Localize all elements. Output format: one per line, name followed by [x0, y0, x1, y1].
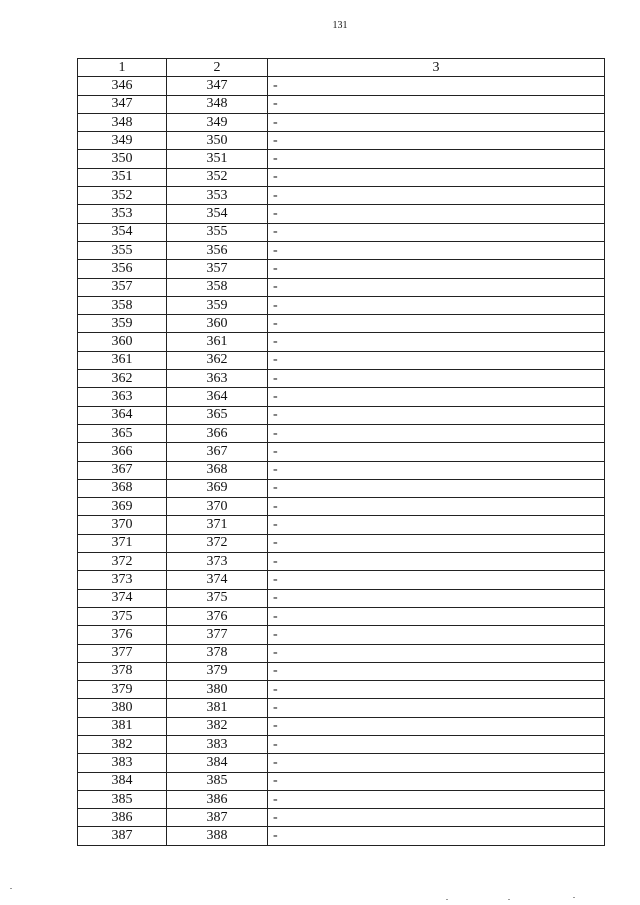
cell-col-1: 386: [78, 809, 167, 827]
table-row: [78, 644, 605, 662]
table-row: [78, 516, 605, 534]
cell-col-2: 372: [167, 534, 268, 552]
cell-col-1: 385: [78, 790, 167, 808]
cell-col-1: 360: [78, 333, 167, 351]
cell-col-3: -: [268, 315, 605, 333]
table-row: [78, 113, 605, 131]
table-row: [78, 351, 605, 369]
cell-col-3: -: [268, 187, 605, 205]
cell-col-1: 370: [78, 516, 167, 534]
cell-col-2: 353: [167, 187, 268, 205]
table-row: [78, 443, 605, 461]
cell-col-3: -: [268, 809, 605, 827]
cell-col-2: 380: [167, 681, 268, 699]
cell-col-3: -: [268, 424, 605, 442]
cell-col-1: 348: [78, 113, 167, 131]
table-row: [78, 790, 605, 808]
cell-col-2: 379: [167, 662, 268, 680]
table-row: [78, 662, 605, 680]
cell-col-1: 368: [78, 479, 167, 497]
cell-col-3: -: [268, 479, 605, 497]
cell-col-3: -: [268, 113, 605, 131]
table-row: [78, 132, 605, 150]
cell-col-2: 351: [167, 150, 268, 168]
column-header-3: 3: [268, 59, 605, 77]
cell-col-1: 372: [78, 553, 167, 571]
cell-col-1: 356: [78, 260, 167, 278]
cell-col-2: 368: [167, 461, 268, 479]
table-row: [78, 498, 605, 516]
cell-col-1: 359: [78, 315, 167, 333]
table-row: [78, 296, 605, 314]
cell-col-3: -: [268, 205, 605, 223]
cell-col-3: -: [268, 717, 605, 735]
cell-col-3: -: [268, 699, 605, 717]
table-row: [78, 424, 605, 442]
column-header-2: 2: [167, 59, 268, 77]
cell-col-1: 358: [78, 296, 167, 314]
table-row: [78, 150, 605, 168]
cell-col-1: 365: [78, 424, 167, 442]
table-row: [78, 735, 605, 753]
cell-col-1: 382: [78, 735, 167, 753]
cell-col-3: -: [268, 370, 605, 388]
cell-col-3: -: [268, 498, 605, 516]
table-body: [78, 77, 605, 845]
cell-col-2: 385: [167, 772, 268, 790]
cell-col-2: 386: [167, 790, 268, 808]
cell-col-3: -: [268, 388, 605, 406]
cell-col-3: -: [268, 260, 605, 278]
cell-col-1: 349: [78, 132, 167, 150]
table-row: [78, 534, 605, 552]
cell-col-1: 346: [78, 77, 167, 95]
table-row: [78, 187, 605, 205]
table-row: [78, 681, 605, 699]
cell-col-3: -: [268, 516, 605, 534]
cell-col-2: 357: [167, 260, 268, 278]
table-row: [78, 278, 605, 296]
page-number: 131: [332, 20, 348, 31]
cell-col-2: 363: [167, 370, 268, 388]
cell-col-2: 369: [167, 479, 268, 497]
cell-col-3: -: [268, 406, 605, 424]
cell-col-1: 380: [78, 699, 167, 717]
table-row: [78, 589, 605, 607]
cell-col-3: -: [268, 296, 605, 314]
table-row: [78, 205, 605, 223]
cell-col-2: 383: [167, 735, 268, 753]
cell-col-3: -: [268, 553, 605, 571]
cell-col-3: -: [268, 443, 605, 461]
cell-col-3: -: [268, 827, 605, 845]
table-row: [78, 607, 605, 625]
cell-col-3: -: [268, 351, 605, 369]
cell-col-2: 375: [167, 589, 268, 607]
cell-col-3: -: [268, 607, 605, 625]
cell-col-2: 382: [167, 717, 268, 735]
cell-col-3: -: [268, 168, 605, 186]
cell-col-2: 370: [167, 498, 268, 516]
cell-col-3: -: [268, 754, 605, 772]
cell-col-1: 357: [78, 278, 167, 296]
cell-col-1: 347: [78, 95, 167, 113]
cell-col-3: -: [268, 278, 605, 296]
table-row: [78, 241, 605, 259]
cell-col-2: 381: [167, 699, 268, 717]
cell-col-3: -: [268, 95, 605, 113]
cell-col-3: -: [268, 735, 605, 753]
cell-col-1: 375: [78, 607, 167, 625]
table-row: [78, 260, 605, 278]
column-header-1: 1: [78, 59, 167, 77]
cell-col-1: 381: [78, 717, 167, 735]
cell-col-1: 355: [78, 241, 167, 259]
table-row: [78, 553, 605, 571]
data-table: [77, 58, 605, 846]
table-row: [78, 461, 605, 479]
cell-col-1: 352: [78, 187, 167, 205]
cell-col-2: 387: [167, 809, 268, 827]
table-row: [78, 626, 605, 644]
table-row: [78, 388, 605, 406]
cell-col-1: 376: [78, 626, 167, 644]
table-row: [78, 315, 605, 333]
cell-col-1: 383: [78, 754, 167, 772]
cell-col-3: -: [268, 150, 605, 168]
table-header: [78, 59, 605, 77]
cell-col-3: -: [268, 772, 605, 790]
cell-col-3: -: [268, 132, 605, 150]
table-row: [78, 223, 605, 241]
cell-col-2: 362: [167, 351, 268, 369]
cell-col-1: 351: [78, 168, 167, 186]
cell-col-3: -: [268, 790, 605, 808]
table-row: [78, 699, 605, 717]
cell-col-3: -: [268, 681, 605, 699]
cell-col-2: 354: [167, 205, 268, 223]
cell-col-2: 348: [167, 95, 268, 113]
cell-col-1: 353: [78, 205, 167, 223]
table-row: [78, 168, 605, 186]
table-row: [78, 95, 605, 113]
cell-col-3: -: [268, 589, 605, 607]
cell-col-3: -: [268, 333, 605, 351]
cell-col-2: 364: [167, 388, 268, 406]
cell-col-1: 377: [78, 644, 167, 662]
cell-col-2: 358: [167, 278, 268, 296]
cell-col-1: 378: [78, 662, 167, 680]
cell-col-2: 367: [167, 443, 268, 461]
table-row: [78, 479, 605, 497]
cell-col-2: 376: [167, 607, 268, 625]
cell-col-3: -: [268, 223, 605, 241]
cell-col-1: 384: [78, 772, 167, 790]
table-row: [78, 754, 605, 772]
cell-col-1: 364: [78, 406, 167, 424]
cell-col-1: 369: [78, 498, 167, 516]
cell-col-1: 361: [78, 351, 167, 369]
cell-col-2: 384: [167, 754, 268, 772]
cell-col-3: -: [268, 644, 605, 662]
scan-speck: [446, 899, 448, 900]
cell-col-2: 371: [167, 516, 268, 534]
cell-col-2: 352: [167, 168, 268, 186]
cell-col-2: 377: [167, 626, 268, 644]
cell-col-3: -: [268, 571, 605, 589]
cell-col-1: 379: [78, 681, 167, 699]
cell-col-1: 373: [78, 571, 167, 589]
cell-col-1: 350: [78, 150, 167, 168]
cell-col-2: 349: [167, 113, 268, 131]
table-row: [78, 772, 605, 790]
cell-col-2: 365: [167, 406, 268, 424]
scan-speck: [573, 897, 575, 898]
scan-speck: [10, 888, 12, 889]
cell-col-1: 387: [78, 827, 167, 845]
cell-col-2: 359: [167, 296, 268, 314]
cell-col-1: 371: [78, 534, 167, 552]
cell-col-1: 367: [78, 461, 167, 479]
cell-col-1: 362: [78, 370, 167, 388]
cell-col-2: 374: [167, 571, 268, 589]
table-row: [78, 333, 605, 351]
cell-col-3: -: [268, 534, 605, 552]
table-row: [78, 717, 605, 735]
cell-col-3: -: [268, 662, 605, 680]
table-row: [78, 77, 605, 95]
cell-col-2: 361: [167, 333, 268, 351]
cell-col-2: 347: [167, 77, 268, 95]
cell-col-1: 363: [78, 388, 167, 406]
cell-col-2: 350: [167, 132, 268, 150]
scan-speck: [508, 899, 510, 900]
cell-col-2: 378: [167, 644, 268, 662]
cell-col-2: 388: [167, 827, 268, 845]
header-row: [78, 59, 605, 77]
cell-col-1: 366: [78, 443, 167, 461]
cell-col-3: -: [268, 626, 605, 644]
cell-col-2: 355: [167, 223, 268, 241]
table-row: [78, 827, 605, 845]
table-row: [78, 571, 605, 589]
table-row: [78, 406, 605, 424]
cell-col-2: 366: [167, 424, 268, 442]
cell-col-3: -: [268, 461, 605, 479]
cell-col-1: 374: [78, 589, 167, 607]
cell-col-2: 360: [167, 315, 268, 333]
cell-col-2: 356: [167, 241, 268, 259]
cell-col-1: 354: [78, 223, 167, 241]
cell-col-3: -: [268, 77, 605, 95]
table-row: [78, 370, 605, 388]
cell-col-3: -: [268, 241, 605, 259]
table-row: [78, 809, 605, 827]
cell-col-2: 373: [167, 553, 268, 571]
